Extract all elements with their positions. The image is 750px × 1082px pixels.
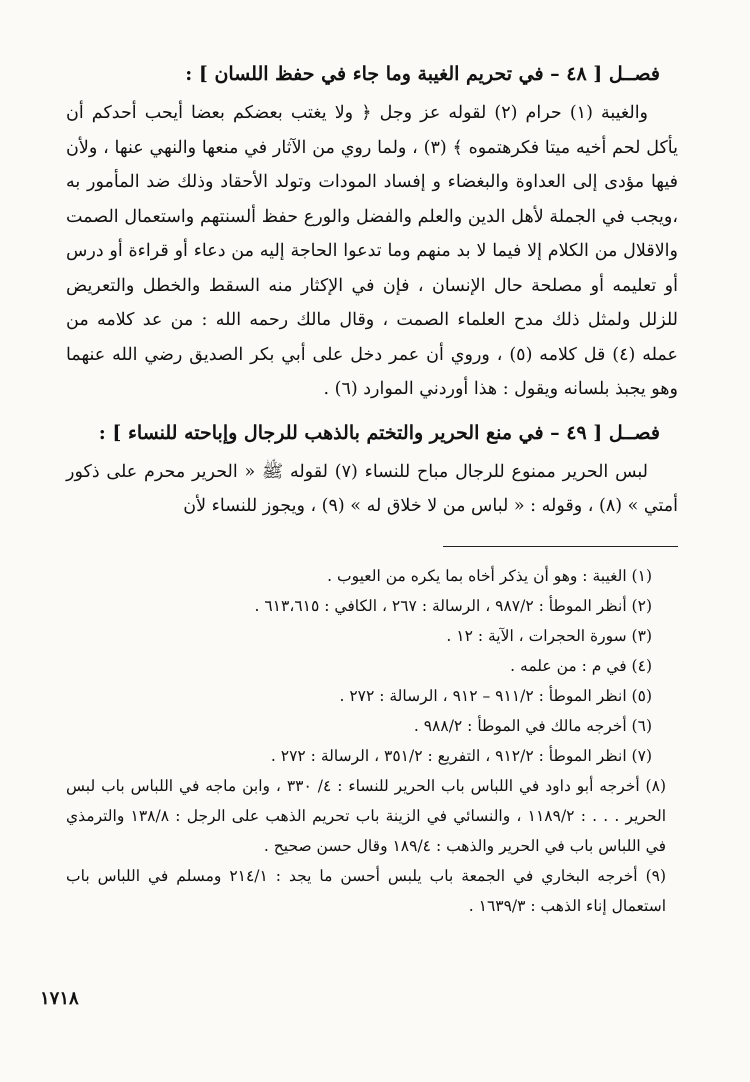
footnote-4: (٤) في م : من علمه .: [510, 656, 652, 675]
footnote-9: (٩) أخرجه البخاري في الجمعة باب يلبس أحسن ما يجد : ٢١٤/١ ومسلم في اللباس باب استعمال إناء الذهب : ١٦٣٩/٣ .: [66, 866, 667, 915]
footnotes: [66, 561, 678, 921]
footnote-6: (٦) أخرجه مالك في الموطأ : ٩٨٨/٢ .: [413, 716, 652, 735]
section-49-body: لبس الحرير ممنوع للرجال مباح للنساء (٧) لقوله ﷺ « الحرير محرم على ذكور أمتي » (٨) ، وقوله : « لباس من لا خلاق له » (٩) ، ويجوز للنساء لأن: [66, 461, 678, 516]
section-48-body: والغيبة (١) حرام (٢) لقوله عز وجل ﴿ ولا يغتب بعضكم بعضا أيحب أحدكم أن يأكل لحم أخيه ميتا فكرهتموه ﴾ (٣) ، ولما روي من الآثار في منعها والنهي عنها ، ولأن فيها مؤدى إلى العداوة والبغضاء و إفساد المودات وتولد الأحقاد وذلك ضد المأمور به ،ويجب في الجملة لأهل الدين والعلم والفضل والورع حفظ ألسنتهم واستعمال الصمت والاقلال من الكلام إلا فيما لا بد منهم وما تدعوا الحاجة إليه من دعاء أو قراءة أو درس أو تعليمه أو مصلحة حال الإنسان ، فإن في الإكثار منه السقط والخطل والتعريض للزلل ولمثل ذلك مدح العلماء الصمت ، وقال مالك رحمه الله : من عد كلامه من عمله (٤) قل كلامه (٥) ، وروي أن عمر دخل على أبي بكر الصديق رضي الله عنهما وهو يجبذ بلسانه ويقول : هذا أوردني الموارد (٦) .: [66, 103, 678, 399]
footnote-7: (٧) انظر الموطأ : ٩١٢/٢ ، التفريع : ٣٥١/٢ ، الرسالة : ٢٧٢ .: [270, 746, 652, 765]
footnote-3: (٣) سورة الحجرات ، الآية : ١٢ .: [446, 626, 652, 645]
page-number: ١٧١٨: [40, 988, 79, 1009]
section-49-heading: فصــل [ ٤٩ – في منع الحرير والتختم بالذهب للرجال وإباحته للنساء ] :: [98, 421, 660, 444]
footnote-1: (١) الغيبة : وهو أن يذكر أخاه بما يكره من العيوب .: [327, 566, 652, 585]
footnote-separator: [66, 546, 678, 547]
footnote-2: (٢) أنظر الموطأ : ٩٨٧/٢ ، الرسالة : ٢٦٧ ، الكافي : ٦١٣،٦١٥ .: [254, 596, 652, 615]
footnote-8: (٨) أخرجه أبو داود في اللباس باب الحرير للنساء : ٤/ ٣٣٠ ، وابن ماجه في اللباس باب لبس الحرير . . . : ١١٨٩/٢ ، والنسائي في الزينة باب تحريم الذهب على الرجل : ١٣٨/٨ والترمذي في اللباس باب في الحرير والذهب : ١٨٩/٤ وقال حسن صحيح .: [66, 776, 667, 855]
section-48-heading: فصــل [ ٤٨ – في تحريم الغيبة وما جاء في حفظ اللسان ] :: [185, 63, 660, 85]
footnote-5: (٥) انظر الموطأ : ٩١١/٢ – ٩١٢ ، الرسالة : ٢٧٢ .: [339, 686, 652, 705]
